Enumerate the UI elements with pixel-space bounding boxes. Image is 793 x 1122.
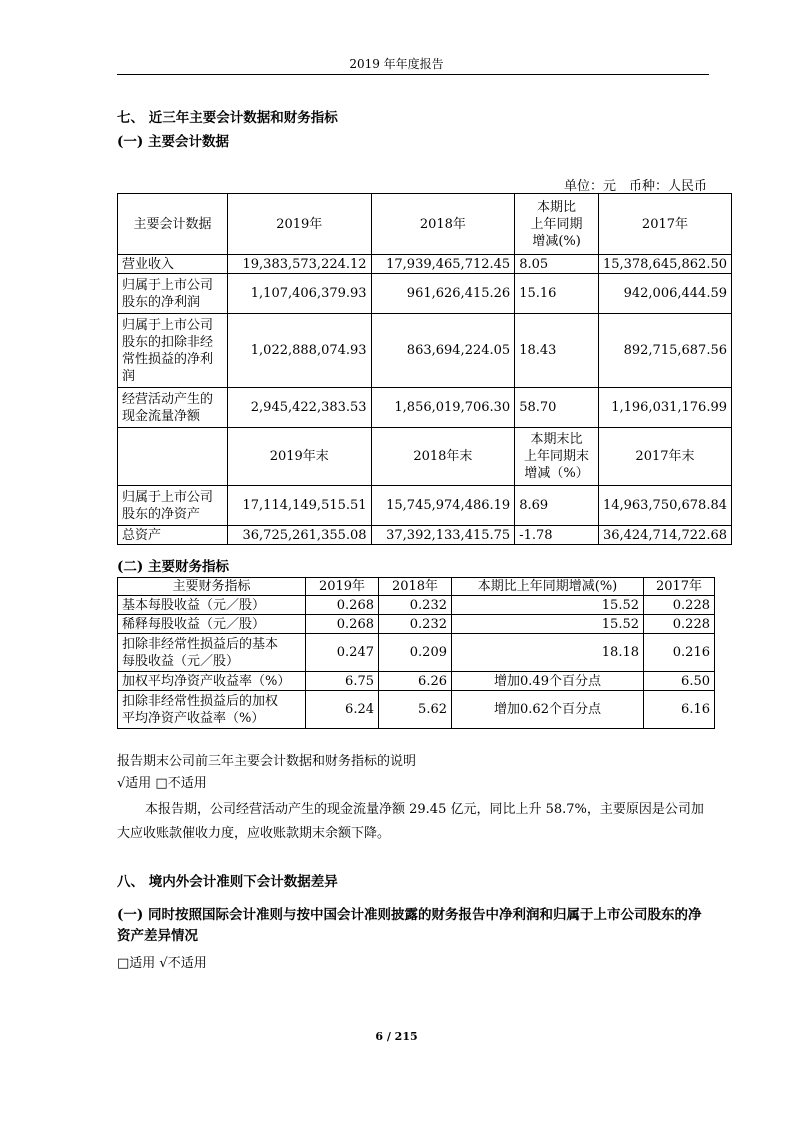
table-cell: 15,745,974,486.19 (371, 486, 515, 526)
row-label: 扣除非经常性损益后的基本 每股收益（元／股） (118, 634, 306, 672)
table-row (118, 596, 715, 615)
section-8-1-title: (一) 同时按照国际会计准则与按中国会计准则披露的财务报告中净利润和归属于上市公司股东的净资产差异情况 (117, 907, 702, 944)
table-row (118, 634, 715, 672)
table-cell: 增加0.49个百分点 (452, 672, 644, 691)
section-7-1-title: (一) 主要会计数据 (117, 134, 229, 150)
table-cell: 15,378,645,862.50 (598, 255, 731, 274)
table-cell: 6.75 (306, 672, 379, 691)
table-cell: 17,939,465,712.45 (371, 255, 515, 274)
table-header-cell: 2019年 (306, 578, 379, 596)
row-label: 营业收入 (118, 255, 228, 274)
table-cell: 0.268 (306, 596, 379, 615)
row-label: 归属于上市公司 股东的净资产 (118, 486, 228, 526)
table-cell: 892,715,687.56 (598, 314, 731, 388)
table-cell: -1.78 (515, 526, 599, 545)
explanation-title: 报告期末公司前三年主要会计数据和财务指标的说明 (117, 754, 417, 769)
row-label: 稀释每股收益（元／股） (118, 615, 306, 634)
table-cell: 0.209 (379, 634, 452, 672)
header-rule (117, 74, 709, 75)
table-cell: 0.268 (306, 615, 379, 634)
table-header-cell: 主要会计数据 (118, 194, 228, 255)
table-cell: 6.24 (306, 691, 379, 729)
table-row (118, 314, 732, 388)
table-cell: 1,196,031,176.99 (598, 388, 731, 428)
table-cell: 0.247 (306, 634, 379, 672)
table-cell: 8.69 (515, 486, 599, 526)
table-row (118, 486, 732, 526)
table-cell: 36,725,261,355.08 (227, 526, 371, 545)
table-header-row (118, 578, 715, 596)
table-header-cell: 2017年末 (598, 428, 731, 486)
row-label: 基本每股收益（元／股） (118, 596, 306, 615)
table-row (118, 615, 715, 634)
table-cell: 0.216 (644, 634, 715, 672)
table-header-cell: 2018年 (379, 578, 452, 596)
table-cell: 18.18 (452, 634, 644, 672)
table-header-cell: 主要财务指标 (118, 578, 306, 596)
table-cell: 0.228 (644, 615, 715, 634)
table-cell: 19,383,573,224.12 (227, 255, 371, 274)
row-label: 加权平均净资产收益率（%） (118, 672, 306, 691)
table-cell: 37,392,133,415.75 (371, 526, 515, 545)
row-label: 扣除非经常性损益后的加权 平均净资产收益率（%） (118, 691, 306, 729)
table-cell: 1,107,406,379.93 (227, 274, 371, 314)
table-row (118, 526, 732, 545)
table-cell: 15.52 (452, 615, 644, 634)
table-cell: 36,424,714,722.68 (598, 526, 731, 545)
table-cell: 0.232 (379, 615, 452, 634)
table-header-cell: 本期比 上年同期 增减(%) (515, 194, 599, 255)
table-cell: 0.232 (379, 596, 452, 615)
table-cell: 15.52 (452, 596, 644, 615)
unit-label: 单位：元 币种：人民币 (563, 179, 707, 194)
table-row (118, 672, 715, 691)
table-cell: 18.43 (515, 314, 599, 388)
applicable-checkbox-line: √适用 □不适用 (117, 776, 207, 791)
explanation-paragraph: 本报告期，公司经营活动产生的现金流量净额 29.45 亿元，同比上升 58.7%，主要原因是公司加大应收账款催收力度，应收账款期末余额下降。 (117, 802, 704, 841)
section-8-title: 八、 境内外会计准则下会计数据差异 (117, 874, 338, 890)
table-cell: 0.228 (644, 596, 715, 615)
table-header-cell: 2018年 (371, 194, 515, 255)
table-header-cell: 2019年末 (227, 428, 371, 486)
table-row (118, 274, 732, 314)
table-cell: 15.16 (515, 274, 599, 314)
row-label: 归属于上市公司 股东的扣除非经 常性损益的净利 润 (118, 314, 228, 388)
row-label: 总资产 (118, 526, 228, 545)
table-cell: 14,963,750,678.84 (598, 486, 731, 526)
table-cell: 2,945,422,383.53 (227, 388, 371, 428)
financial-indicators-table (117, 577, 715, 729)
table-cell: 17,114,149,515.51 (227, 486, 371, 526)
table-cell: 6.26 (379, 672, 452, 691)
table-header-cell: 2017年 (644, 578, 715, 596)
page-header: 2019 年年度报告 (349, 57, 444, 71)
row-label: 归属于上市公司 股东的净利润 (118, 274, 228, 314)
table-header-cell: 2017年 (598, 194, 731, 255)
table-header-cell (118, 428, 228, 486)
table-cell: 6.50 (644, 672, 715, 691)
table-subheader-row (118, 428, 732, 486)
section-7-title: 七、 近三年主要会计数据和财务指标 (117, 110, 338, 126)
table-header-cell: 2018年末 (371, 428, 515, 486)
table-header-cell: 本期末比 上年同期末 增减（%） (515, 428, 599, 486)
page-number: 6 / 215 (375, 1030, 418, 1043)
table-row (118, 691, 715, 729)
applicable-checkbox-line: □适用 √不适用 (117, 956, 207, 971)
table-cell: 863,694,224.05 (371, 314, 515, 388)
table-cell: 1,022,888,074.93 (227, 314, 371, 388)
table-row (118, 388, 732, 428)
section-7-2-title: (二) 主要财务指标 (117, 559, 229, 575)
table-cell: 8.05 (515, 255, 599, 274)
table-cell: 942,006,444.59 (598, 274, 731, 314)
table-cell: 5.62 (379, 691, 452, 729)
table-cell: 6.16 (644, 691, 715, 729)
table-cell: 961,626,415.26 (371, 274, 515, 314)
table-header-cell: 本期比上年同期增减(%) (452, 578, 644, 596)
row-label: 经营活动产生的 现金流量净额 (118, 388, 228, 428)
table-cell: 58.70 (515, 388, 599, 428)
main-accounting-data-table (117, 193, 732, 545)
table-header-cell: 2019年 (227, 194, 371, 255)
table-header-row (118, 194, 732, 255)
table-cell: 1,856,019,706.30 (371, 388, 515, 428)
table-cell: 增加0.62个百分点 (452, 691, 644, 729)
table-row (118, 255, 732, 274)
